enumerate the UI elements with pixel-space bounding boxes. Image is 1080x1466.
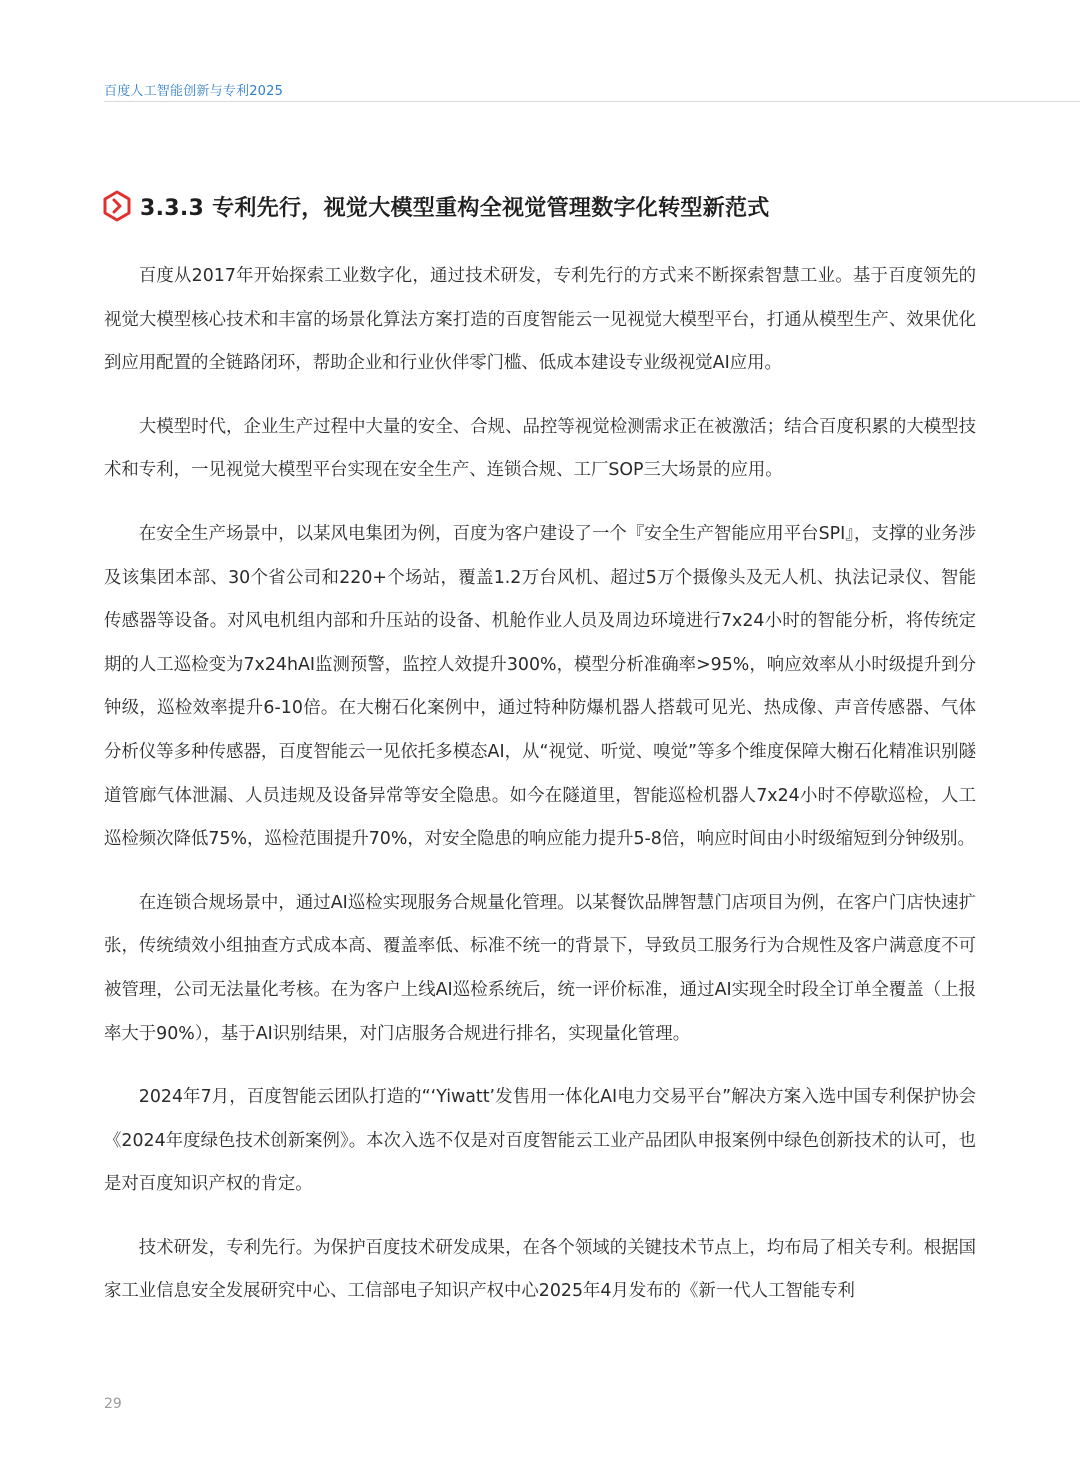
section-heading — [102, 190, 770, 222]
paragraph-3: 在安全生产场景中，以某风电集团为例，百度为客户建设了一个『安全生产智能应用平台SPI』，支撑的业务涉及该集团本部、30个省公司和220+个场站，覆盖1.2万台风机、超过5万个摄像头及无人机、执法记录仪、智能传感器等设备。对风电机组内部和升压站的设备、机舱作业人员及周边环境进行7x24小时的智能分析，将传统定期的人工巡检变为7x24hAI监测预警，监控人效提升300%，模型分析准确率>95%，响应效率从小时级提升到分钟级，巡检效率提升6-10倍。在大榭石化案例中，通过特种防爆机器人搭载可见光、热成像、声音传感器、气体分析仪等多种传感器，百度智能云一见依托多模态AI，从“视觉、听觉、嗅觉”等多个维度保障大榭石化精准识别隧道管廊气体泄漏、人员违规及设备异常等安全隐患。如今在隧道里，智能巡检机器人7x24小时不停歇巡检，人工巡检频次降低75%，巡检范围提升70%，对安全隐患的响应能力提升5-8倍，响应时间由小时级缩短到分钟级别。 — [104, 523, 976, 850]
paragraph-6: 技术研发，专利先行。为保护百度技术研发成果，在各个领域的关键技术节点上，均布局了相关专利。根据国家工业信息安全发展研究中心、工信部电子知识产权中心2025年4月发布的《新一代人工智能专利 — [104, 1237, 976, 1302]
body-text — [104, 255, 976, 1334]
running-header: 百度人工智能创新与专利2025 — [104, 84, 284, 99]
section-title: 3.3.3 专利先行，视觉大模型重构全视觉管理数字化转型新范式 — [140, 195, 770, 221]
header-divider — [104, 101, 1080, 102]
paragraph-4: 在连锁合规场景中，通过AI巡检实现服务合规量化管理。以某餐饮品牌智慧门店项目为例，在客户门店快速扩张，传统绩效小组抽查方式成本高、覆盖率低、标准不统一的背景下，导致员工服务行为合规性及客户满意度不可被管理，公司无法量化考核。在为客户上线AI巡检系统后，统一评价标准，通过AI实现全时段全订单全覆盖（上报率大于90%），基于AI识别结果，对门店服务合规进行排名，实现量化管理。 — [104, 892, 976, 1044]
hexagon-chevron-icon — [102, 190, 132, 222]
page-number: 29 — [104, 1396, 122, 1412]
paragraph-5: 2024年7月，百度智能云团队打造的“‘Yiwatt’发售用一体化AI电力交易平台”解决方案入选中国专利保护协会《2024年度绿色技术创新案例》。本次入选不仅是对百度智能云工业产品团队申报案例中绿色创新技术的认可，也是对百度知识产权的肯定。 — [104, 1087, 976, 1195]
paragraph-1: 百度从2017年开始探索工业数字化，通过技术研发，专利先行的方式来不断探索智慧工业。基于百度领先的视觉大模型核心技术和丰富的场景化算法方案打造的百度智能云一见视觉大模型平台，打通从模型生产、效果优化到应用配置的全链路闭环，帮助企业和行业伙伴零门槛、低成本建设专业级视觉AI应用。 — [104, 266, 976, 374]
paragraph-2: 大模型时代，企业生产过程中大量的安全、合规、品控等视觉检测需求正在被激活；结合百度积累的大模型技术和专利，一见视觉大模型平台实现在安全生产、连锁合规、工厂SOP三大场景的应用。 — [104, 416, 976, 481]
